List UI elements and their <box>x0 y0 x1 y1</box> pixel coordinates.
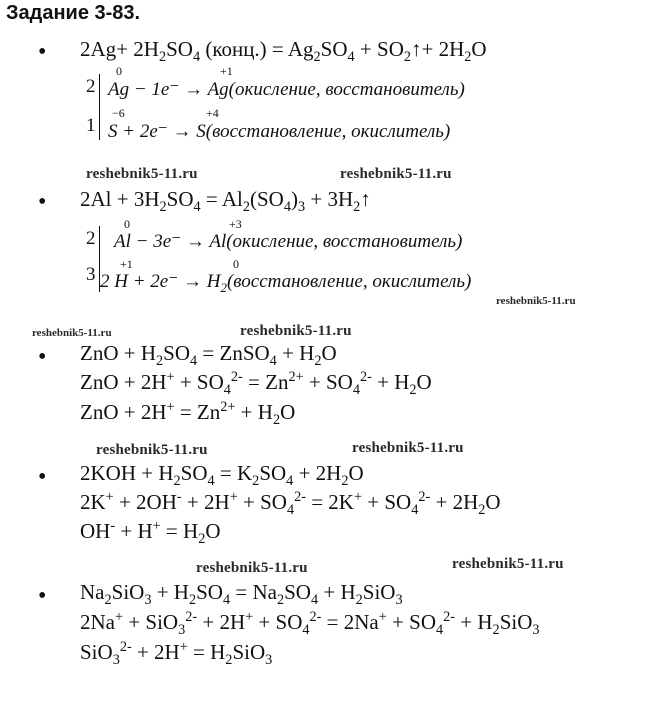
ox-state: +1 <box>220 64 233 78</box>
formula-text: + H <box>235 400 273 424</box>
subscript: 4 <box>436 622 444 639</box>
formula-text: + 2H <box>131 640 180 664</box>
watermark: reshebnik5-11.ru <box>240 323 352 339</box>
subscript: 3 <box>297 199 306 216</box>
formula-text: = 2K <box>305 490 354 514</box>
ox-state: +1 <box>120 257 133 271</box>
formula-text: + H <box>318 580 356 604</box>
subscript: 4 <box>222 592 231 609</box>
superscript: + <box>353 489 363 505</box>
formula-text: Na <box>80 580 105 604</box>
bullet-4: • <box>38 464 47 490</box>
equation-2 <box>80 187 371 216</box>
formula-text: + H <box>455 610 493 634</box>
half-reaction-reduction <box>108 120 450 143</box>
formula-text: (конц.) = Ag <box>200 37 314 61</box>
subscript: 4 <box>310 592 319 609</box>
balance-coef-1: 2 <box>86 76 96 97</box>
balance-coef-1: 2 <box>86 228 96 249</box>
superscript: 2+ <box>288 369 304 385</box>
balance-coef-2: 3 <box>86 264 96 285</box>
half-left: Al − 3e⁻ <box>114 231 182 252</box>
subscript: 2 <box>173 473 181 490</box>
formula-text: + 2H <box>430 490 479 514</box>
subscript: 4 <box>302 622 310 639</box>
task-title: Задание 3-83. <box>6 2 141 24</box>
formula-text: SO <box>196 580 223 604</box>
superscript: + <box>179 639 188 655</box>
formula-text: + SiO <box>123 610 179 634</box>
subscript: 2 <box>478 502 486 519</box>
formula-text: SiO <box>111 580 145 604</box>
half-note: (восстановление, окислитель) <box>205 121 451 142</box>
formula-text: + H <box>151 580 189 604</box>
watermark: reshebnik5-11.ru <box>452 556 564 572</box>
subscript: 4 <box>286 502 295 519</box>
subscript: 2 <box>104 592 112 609</box>
half-note: (окисление, восстановитель) <box>226 231 463 252</box>
subscript: 3 <box>395 592 403 609</box>
formula-text: ZnO + 2H <box>80 370 167 394</box>
subscript: 4 <box>347 49 355 66</box>
formula-text: 2KOH + H <box>80 461 174 485</box>
formula-text: ↑+ 2H <box>411 37 465 61</box>
superscript: - <box>110 518 116 534</box>
formula-text: O <box>416 370 432 394</box>
formula-text: OH <box>80 519 111 543</box>
formula-text: SO <box>259 461 287 485</box>
superscript: 2- <box>360 369 372 385</box>
formula-text: 2Al + 3H <box>80 187 160 211</box>
superscript: 2- <box>418 489 431 505</box>
formula-text: O <box>471 37 487 61</box>
superscript: + <box>245 609 254 625</box>
formula-text: 2Na <box>80 610 115 634</box>
formula-text: + 2OH <box>113 490 177 514</box>
superscript: 2- <box>294 489 306 505</box>
superscript: 2- <box>185 609 198 625</box>
ox-state: 0 <box>124 217 130 231</box>
formula-text: ZnO + 2H <box>80 400 167 424</box>
equation-3-molecular <box>80 341 337 370</box>
superscript: + <box>166 399 175 415</box>
formula-text: = K <box>214 461 253 485</box>
subscript: 2 <box>353 199 361 216</box>
equation-4-full-ionic <box>80 489 501 519</box>
formula-text: + 3H <box>305 187 354 211</box>
formula-text: O <box>280 400 296 424</box>
subscript: 2 <box>313 49 321 66</box>
watermark: reshebnik5-11.ru <box>96 442 208 458</box>
equation-3-short-ionic <box>80 399 296 429</box>
superscript: 2- <box>230 369 243 385</box>
subscript: 2 <box>276 592 285 609</box>
superscript: - <box>176 489 182 505</box>
subscript: 2 <box>492 622 500 639</box>
formula-text: SO <box>320 37 348 61</box>
equation-4-molecular <box>80 461 364 490</box>
ox-state: +3 <box>229 217 242 231</box>
subscript: 4 <box>286 473 294 490</box>
superscript: 2- <box>443 609 456 625</box>
formula-text: SO <box>166 187 194 211</box>
formula-text: = Zn <box>174 400 221 424</box>
formula-text: ) <box>290 187 298 211</box>
formula-text: + SO <box>174 370 224 394</box>
arrow: → <box>172 121 192 142</box>
formula-text: + H <box>115 519 153 543</box>
subscript: 2 <box>242 199 250 216</box>
formula-text: + SO <box>362 490 412 514</box>
equation-5-full-ionic <box>80 609 540 639</box>
formula-text: 2K <box>80 490 106 514</box>
formula-text: + 2H <box>293 461 342 485</box>
formula-text: = H <box>187 640 226 664</box>
equation-4-short-ionic <box>80 518 221 548</box>
formula-text: + SO <box>253 610 303 634</box>
formula-text: SiO <box>499 610 533 634</box>
superscript: + <box>115 609 124 625</box>
subscript: 2 <box>252 473 260 490</box>
watermark: reshebnik5-11.ru <box>86 166 198 182</box>
subscript: 2 <box>314 353 322 370</box>
bullet-5: • <box>38 583 47 609</box>
formula-text: SO <box>163 341 191 365</box>
half-right-subscript: 2 <box>220 279 227 295</box>
half-right: Al <box>209 231 227 252</box>
half-reaction-reduction <box>100 270 471 293</box>
subscript: 3 <box>265 652 273 669</box>
arrow: → <box>184 79 204 100</box>
subscript: 2 <box>225 652 233 669</box>
arrow: → <box>183 271 203 292</box>
bullet-2: • <box>38 189 47 215</box>
subscript: 2 <box>341 473 349 490</box>
formula-text: O <box>205 519 221 543</box>
superscript: + <box>229 489 238 505</box>
formula-text: + 2H <box>197 610 246 634</box>
formula-text: = 2Na <box>321 610 379 634</box>
ox-state: +4 <box>206 106 219 120</box>
formula-text: ↑ <box>360 187 371 211</box>
formula-text: O <box>485 490 501 514</box>
subscript: 3 <box>144 592 152 609</box>
subscript: 3 <box>178 622 186 639</box>
superscript: + <box>105 489 114 505</box>
subscript: 2 <box>403 49 412 66</box>
subscript: 4 <box>192 49 201 66</box>
balance-bracket <box>99 74 100 140</box>
formula-text: 2Ag+ 2H <box>80 37 159 61</box>
formula-text: = Na <box>230 580 277 604</box>
subscript: 3 <box>112 652 120 669</box>
half-right: S <box>196 121 206 142</box>
half-left: S + 2e⁻ <box>108 121 168 142</box>
formula-text: + 2H <box>181 490 230 514</box>
formula-text: + SO <box>237 490 287 514</box>
formula-text: ZnO + H <box>80 341 157 365</box>
subscript: 2 <box>355 592 363 609</box>
equation-5-molecular <box>80 580 403 609</box>
formula-text: SiO <box>362 580 396 604</box>
superscript: 2+ <box>220 399 236 415</box>
formula-text: SiO <box>80 640 113 664</box>
subscript: 2 <box>159 199 167 216</box>
subscript: 2 <box>156 353 164 370</box>
bullet-3: • <box>38 344 47 370</box>
formula-text: SO <box>180 461 208 485</box>
formula-text: O <box>348 461 364 485</box>
subscript: 4 <box>269 353 277 370</box>
half-note: (окисление, восстановитель) <box>228 79 465 100</box>
ox-state: 0 <box>233 257 239 271</box>
formula-text: O <box>321 341 337 365</box>
bullet-1: • <box>38 39 47 65</box>
subscript: 2 <box>158 49 167 66</box>
arrow: → <box>185 231 205 252</box>
ox-state: 0 <box>116 64 122 78</box>
subscript: 2 <box>464 49 472 66</box>
subscript: 4 <box>207 473 215 490</box>
superscript: 2- <box>119 639 132 655</box>
subscript: 4 <box>223 382 231 399</box>
formula-text: = H <box>160 519 199 543</box>
subscript: 4 <box>411 502 419 519</box>
superscript: + <box>378 609 387 625</box>
half-right: Ag <box>207 79 229 100</box>
watermark: reshebnik5-11.ru <box>340 166 452 182</box>
subscript: 3 <box>532 622 540 639</box>
formula-text: SO <box>284 580 311 604</box>
formula-text: + SO <box>354 37 404 61</box>
subscript: 4 <box>352 382 360 399</box>
balance-coef-2: 1 <box>86 115 96 136</box>
formula-text: SiO <box>232 640 266 664</box>
superscript: + <box>152 518 161 534</box>
subscript: 4 <box>193 199 201 216</box>
equation-5-short-ionic <box>80 639 273 669</box>
half-note: (восстановление, окислитель) <box>226 271 472 292</box>
superscript: 2- <box>309 609 322 625</box>
watermark: reshebnik5-11.ru <box>196 560 308 576</box>
watermark: reshebnik5-11.ru <box>352 440 464 456</box>
formula-text: + H <box>371 370 410 394</box>
half-left: 2 H + 2e⁻ <box>100 271 179 292</box>
formula-text: = Al <box>200 187 243 211</box>
half-left: Ag − 1e⁻ <box>108 79 180 100</box>
subscript: 2 <box>188 592 197 609</box>
equation-3-full-ionic <box>80 369 432 399</box>
formula-text: + SO <box>303 370 353 394</box>
formula-text: SO <box>166 37 193 61</box>
watermark: reshebnik5-11.ru <box>32 327 112 339</box>
superscript: + <box>166 369 175 385</box>
formula-text: = Zn <box>242 370 289 394</box>
formula-text: + SO <box>386 610 436 634</box>
subscript: 4 <box>283 199 291 216</box>
subscript: 2 <box>409 382 417 399</box>
half-reaction-oxidation <box>114 230 462 253</box>
formula-text: + H <box>276 341 315 365</box>
subscript: 4 <box>190 353 198 370</box>
watermark: reshebnik5-11.ru <box>496 295 576 307</box>
formula-text: = ZnSO <box>197 341 270 365</box>
subscript: 2 <box>272 412 281 429</box>
half-right: H <box>206 271 221 292</box>
subscript: 2 <box>198 531 206 548</box>
ox-state: −6 <box>112 106 125 120</box>
half-reaction-oxidation <box>108 78 465 101</box>
equation-1 <box>80 37 487 66</box>
formula-text: (SO <box>249 187 284 211</box>
